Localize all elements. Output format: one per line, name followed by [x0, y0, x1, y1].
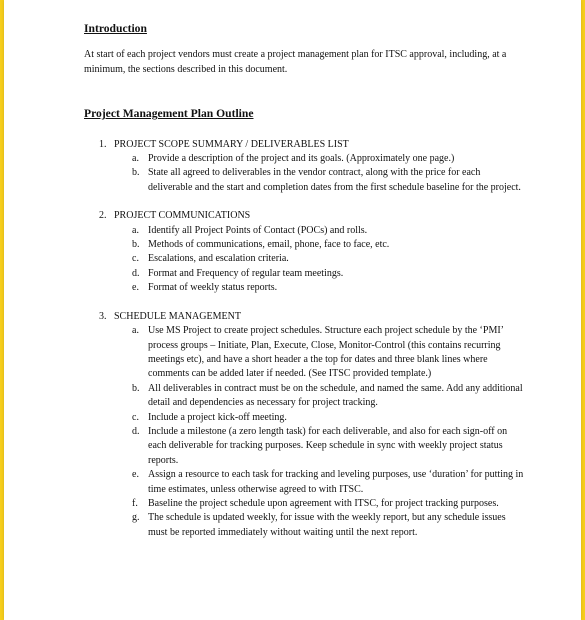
list-item	[84, 511, 524, 540]
introduction-paragraph: At start of each project vendors must create a project management plan for ITSC approval, including, at a minimum, the sections described in this document.	[84, 49, 507, 75]
list-item-marker: e.	[132, 469, 139, 481]
list-item	[84, 497, 524, 511]
list-item-marker: e.	[132, 282, 139, 294]
list-item-text: Include a project kick-off meeting.	[148, 411, 287, 423]
list-item-text: The schedule is updated weekly, for issue with the weekly report, but any schedule issues must be reported immediately without waiting until the next report.	[148, 512, 506, 538]
list-item-marker: d.	[132, 267, 140, 279]
list-item-text: Methods of communications, email, phone, face to face, etc.	[148, 239, 390, 251]
section-number: 3.	[99, 310, 107, 322]
section-title-text: PROJECT SCOPE SUMMARY / DELIVERABLES LIST	[114, 138, 349, 150]
section-title	[84, 310, 524, 324]
list-item-marker: c.	[132, 253, 139, 265]
section-item-list	[84, 224, 524, 296]
list-item	[84, 324, 524, 382]
document-page	[4, 0, 581, 620]
document-content	[84, 22, 524, 540]
outline-section	[84, 209, 524, 295]
list-item	[84, 411, 524, 425]
section-item-list	[84, 324, 524, 540]
list-item-text: Identify all Project Points of Contact (POCs) and rolls.	[148, 224, 368, 236]
list-item-text: Format and Frequency of regular team meetings.	[148, 267, 344, 279]
list-item-marker: b.	[132, 167, 140, 179]
list-item-text: Escalations, and escalation criteria.	[148, 253, 289, 265]
list-item	[84, 468, 524, 497]
list-item	[84, 166, 524, 195]
list-item-marker: b.	[132, 382, 140, 394]
list-item-marker: g.	[132, 512, 140, 524]
list-item-text: State all agreed to deliverables in the vendor contract, along with the price for each deliverable and the start and completion dates from the first schedule baseline for the project.	[148, 167, 521, 193]
list-item	[84, 281, 524, 295]
list-item-marker: b.	[132, 239, 140, 251]
section-title-text: PROJECT COMMUNICATIONS	[114, 210, 251, 222]
list-item-text: Baseline the project schedule upon agreement with ITSC, for project tracking purposes.	[148, 497, 499, 509]
outline-section	[84, 310, 524, 541]
section-item-list	[84, 152, 524, 195]
list-item	[84, 238, 524, 252]
list-item-text: Use MS Project to create project schedules. Structure each project schedule by the ‘PMI’ process groups – Initiate, Plan, Execute, Close, Monitor-Control (this contains recurring meetings etc), and have a short header a the top for dates and three blank lines where comments can be added later if needed. (See ITSC provided template.)	[148, 325, 504, 380]
list-item	[84, 224, 524, 238]
outline-heading: Project Management Plan Outline	[84, 107, 254, 121]
list-item-text: Format of weekly status reports.	[148, 282, 278, 294]
list-item-text: All deliverables in contract must be on the schedule, and named the same. Add any additional detail and dependencies as necessary for project tracking.	[148, 382, 523, 409]
list-item	[84, 152, 524, 166]
list-item-marker: c.	[132, 411, 139, 423]
outline-sections	[84, 138, 524, 541]
section-number: 2.	[99, 210, 107, 222]
list-item-marker: f.	[132, 497, 138, 509]
list-item-text: Assign a resource to each task for tracking and leveling purposes, use ‘duration’ for putting in time estimates, unless otherwise agreed to with ITSC.	[148, 469, 524, 495]
section-number: 1.	[99, 138, 107, 150]
list-item-marker: a.	[132, 153, 139, 165]
list-item-text: Include a milestone (a zero length task) for each deliverable, and also for each sign-off on each deliverable for tracking purposes. Keep schedule in sync with weekly project status reports.	[148, 425, 508, 466]
list-item-marker: d.	[132, 425, 140, 437]
section-title	[84, 209, 524, 223]
list-item-marker: a.	[132, 224, 139, 236]
outline-section	[84, 138, 524, 196]
list-item	[84, 252, 524, 266]
section-title	[84, 138, 524, 152]
list-item	[84, 267, 524, 281]
list-item	[84, 382, 524, 411]
section-title-text: SCHEDULE MANAGEMENT	[114, 310, 241, 322]
list-item-text: Provide a description of the project and its goals. (Approximately one page.)	[148, 153, 455, 165]
list-item	[84, 425, 524, 468]
list-item-marker: a.	[132, 325, 139, 337]
introduction-heading: Introduction	[84, 22, 147, 35]
